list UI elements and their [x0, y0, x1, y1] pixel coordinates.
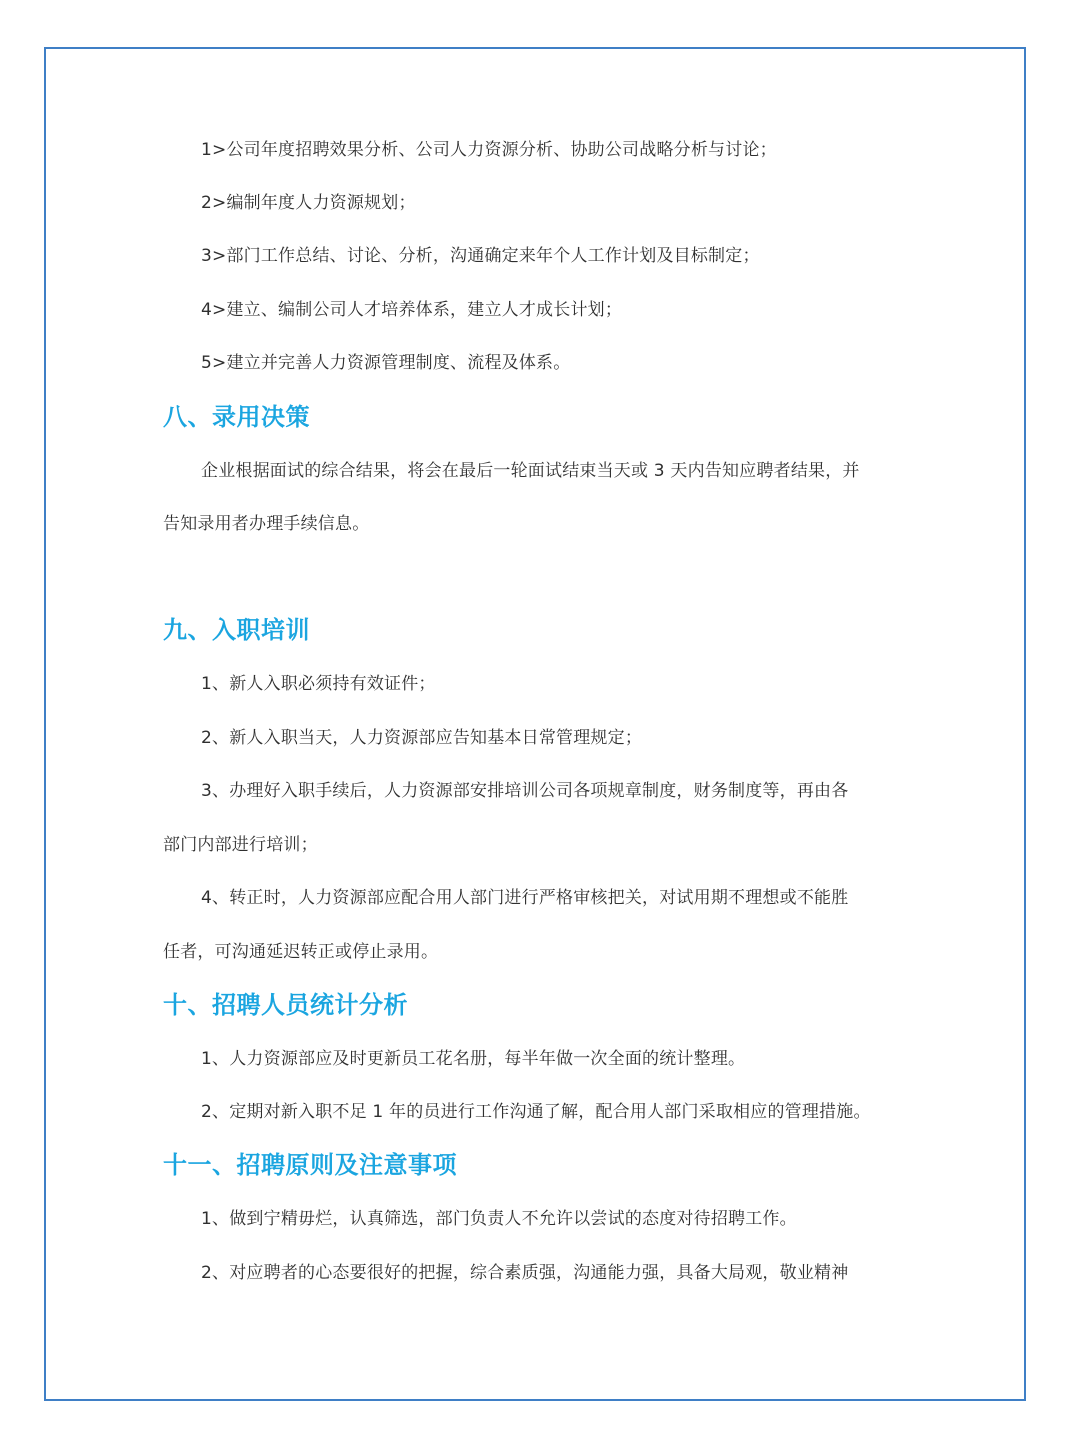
- intro-item-2: 2>编制年度人力资源规划；: [201, 193, 416, 213]
- section-9-line-3: 3、办理好入职手续后，人力资源部安排培训公司各项规章制度，财务制度等，再由各: [201, 781, 849, 801]
- section-11-heading: 十一、招聘原则及注意事项: [163, 1151, 457, 1179]
- section-9-line-4: 部门内部进行培训；: [163, 835, 318, 855]
- section-9-line-6: 任者，可沟通延迟转正或停止录用。: [163, 942, 439, 962]
- section-8-line-1: 企业根据面试的综合结果，将会在最后一轮面试结束当天或 3 天内告知应聘者结果，并: [201, 461, 860, 481]
- section-9-line-2: 2、新人入职当天，人力资源部应告知基本日常管理规定；: [201, 728, 643, 748]
- intro-item-4: 4>建立、编制公司人才培养体系，建立人才成长计划；: [201, 300, 623, 320]
- section-9-line-1: 1、新人入职必须持有效证件；: [201, 674, 436, 694]
- section-9-heading: 九、入职培训: [163, 616, 310, 644]
- section-9-line-5: 4、转正时，人力资源部应配合用人部门进行严格审核把关，对试用期不理想或不能胜: [201, 888, 849, 908]
- section-10-line-2: 2、定期对新入职不足 1 年的员进行工作沟通了解，配合用人部门采取相应的管理措施。: [201, 1102, 871, 1122]
- section-10-line-1: 1、人力资源部应及时更新员工花名册，每半年做一次全面的统计整理。: [201, 1049, 746, 1069]
- section-8-line-2: 告知录用者办理手续信息。: [163, 514, 370, 534]
- intro-item-3: 3>部门工作总结、讨论、分析，沟通确定来年个人工作计划及目标制定；: [201, 246, 760, 266]
- section-10-heading: 十、招聘人员统计分析: [163, 991, 408, 1019]
- section-11-line-1: 1、做到宁精毋烂，认真筛选，部门负责人不允许以尝试的态度对待招聘工作。: [201, 1209, 797, 1229]
- intro-item-5: 5>建立并完善人力资源管理制度、流程及体系。: [201, 353, 571, 373]
- section-11-line-2: 2、对应聘者的心态要很好的把握，综合素质强，沟通能力强，具备大局观，敬业精神: [201, 1263, 849, 1283]
- intro-item-1: 1>公司年度招聘效果分析、公司人力资源分析、协助公司战略分析与讨论；: [201, 140, 777, 160]
- section-8-heading: 八、录用决策: [163, 403, 310, 431]
